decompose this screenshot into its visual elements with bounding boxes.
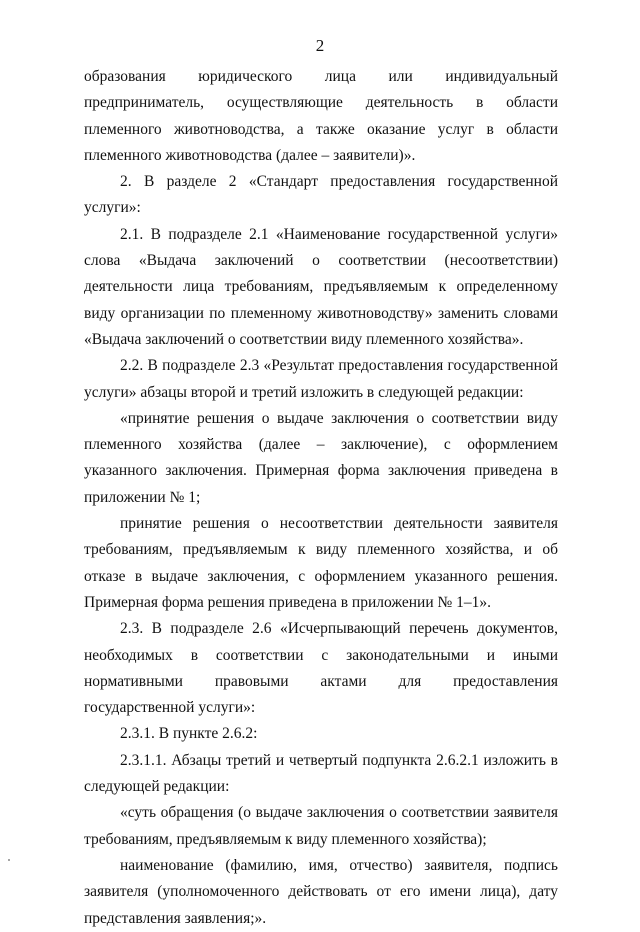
paragraph-6: принятие решения о несоответствии деятельности заявителя требованиям, предъявляемым к виду племенного хозяйства, и об отказе в выдаче заключения, с оформлением указанного решения. Примерная форма решения приведена в приложении № 1–1». (84, 515, 558, 611)
paragraph-1: образования юридического лица или индивидуальный предприниматель, осуществляющие деятельность в области племенного животноводства, а также оказание услуг в области племенного животноводства (далее – заявители)». (84, 68, 558, 164)
document-body (84, 64, 558, 932)
paragraph-8: 2.3.1. В пункте 2.6.2: (120, 725, 258, 743)
paragraph-4: 2.2. В подразделе 2.3 «Результат предоставления государственной услуги» абзацы второй и третий изложить в следующей редакции: (84, 357, 558, 401)
paragraph-10: «суть обращения (о выдаче заключения о соответствии заявителя требованиям, предъявляемым к виду племенного хозяйства); (84, 804, 558, 848)
paragraph-7: 2.3. В подразделе 2.6 «Исчерпывающий перечень документов, необходимых в соответствии с законодательными и иными нормативными правовыми актами для предоставления государственной услуги»: (84, 620, 558, 717)
paragraph-2: 2. В разделе 2 «Стандарт предоставления государственной услуги»: (84, 173, 558, 217)
paragraph-11: наименование (фамилию, имя, отчество) заявителя, подпись заявителя (уполномоченного действовать от его имени лица), дату представления заявления;». (84, 856, 558, 927)
paragraph-9: 2.3.1.1. Абзацы третий и четвертый подпункта 2.6.2.1 изложить в следующей редакции: (84, 751, 558, 796)
page-number: 2 (315, 36, 325, 55)
paragraph-5: «принятие решения о выдаче заключения о соответствии виду племенного хозяйства (далее – заключение), с оформлением указанного заключения. Примерная форма заключения приведена в приложении № 1; (84, 409, 558, 506)
scan-speck (8, 859, 10, 861)
paragraph-3: 2.1. В подразделе 2.1 «Наименование государственной услуги» слова «Выдача заключений о соответствии (несоответствии) деятельности лица требованиям, предъявляемым к определенному виду организации по племенному животноводству» заменить словами «Выдача заключений о соответствии виду племенного хозяйства». (84, 225, 558, 348)
